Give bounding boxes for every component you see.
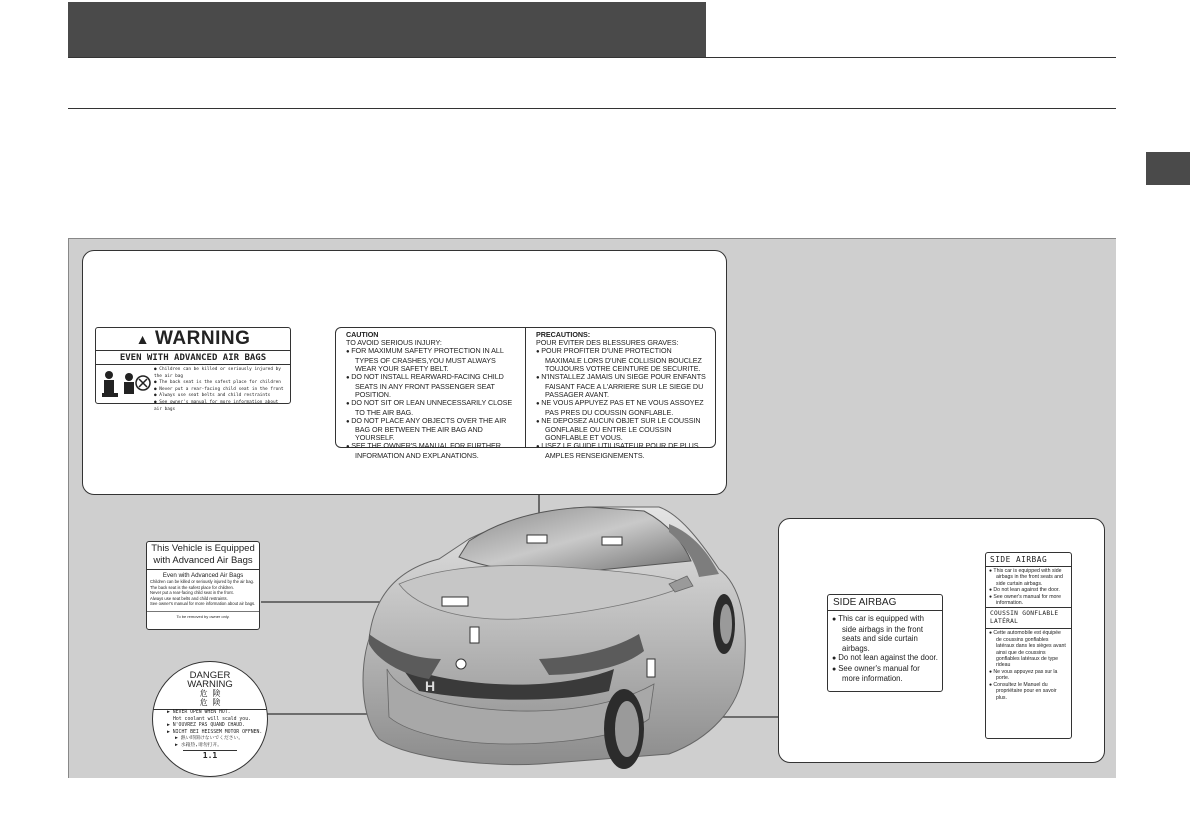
danger-line: ▶ N'OUVREZ PAS QUAND CHAUD. [167, 723, 245, 728]
marker-sunvisor-left [527, 535, 547, 543]
side-airbag-en-item: ● This car is equipped with side airbags in the front seats and side curtain airbags. [989, 568, 1068, 587]
label-locations-illustration [68, 238, 1116, 778]
side-airbag-item: ● See owner's manual for more information. [832, 664, 938, 684]
advanced-airbags-line: The back seat is the safest place for children. [150, 584, 235, 590]
danger-line: Hot coolant will scald you. [173, 716, 251, 722]
danger-text: DANGER [189, 670, 231, 681]
warning-bullet: ● Never put a rear-facing child seat in the front [154, 387, 287, 394]
warning-triangle-icon: ▲ [135, 331, 151, 347]
side-airbag-bilingual-title: SIDE AIRBAG [986, 553, 1071, 567]
caution-item: ● DO NOT SIT OR LEAN UNNECESSARILY CLOSE TO THE AIR BAG. [346, 399, 517, 417]
advanced-airbags-line: Never put a rear-facing child seat in the front. [150, 590, 234, 596]
caution-subheading: TO AVOID SERIOUS INJURY: [346, 337, 442, 347]
side-airbag-label [827, 594, 943, 692]
precautions-item: ● LISEZ LE GUIDE UTILISATEUR POUR DE PLUS AMPLES RENSEIGNEMENTS. [536, 442, 707, 460]
danger-code: 1.1 [183, 750, 237, 760]
side-airbag-item: ● This car is equipped with side airbags in the front seats and side curtain airbags. [832, 614, 938, 653]
caution-french [525, 328, 715, 461]
warning-bullet: ● Children can be killed or seriously injured by the air bag [154, 367, 287, 380]
header-rule [68, 57, 1116, 58]
side-airbag-en-item: ● See owner's manual for more information. [989, 594, 1068, 607]
marker-radiator-cap [456, 659, 466, 669]
caution-english [336, 328, 525, 461]
warning-bullets [151, 367, 287, 413]
child-seat-airbag-pictogram-icon [99, 367, 151, 403]
side-airbag-bilingual-label [985, 552, 1072, 739]
side-airbag-fr-item: ● Ne vous appuyez pas sur la porte. [989, 669, 1068, 682]
caution-label [335, 327, 716, 461]
warning-bullet: ● The back seat is the safest place for children [154, 380, 287, 387]
side-airbag-fr-title: COUSSIN GONFLABLE LATÉRAL [986, 607, 1071, 628]
side-airbag-en-item: ● Do not lean against the door. [989, 587, 1068, 593]
danger-line: ▶ 水箱热,请勿打开。 [175, 742, 223, 748]
warning-label [95, 327, 291, 412]
advanced-airbags-footnote: To be removed by owner only. [147, 611, 259, 619]
advanced-airbags-subtitle: Even with Advanced Air Bags [162, 572, 244, 579]
chapter-tab [1146, 152, 1190, 185]
header-bar [68, 2, 706, 57]
marker-radiator-cap-label [470, 627, 479, 643]
danger-line: ▶ NEVER OPEN WHEN HOT. [167, 710, 231, 715]
radiator-cap-danger-label [152, 661, 268, 777]
section-rule [68, 108, 1116, 109]
caution-heading: CAUTION [346, 330, 379, 339]
marker-door-pillar-label [647, 659, 655, 677]
marker-hood-label [442, 597, 468, 606]
advanced-airbags-line: See owner's manual for more information about air bags. [150, 601, 256, 607]
warning-bullet: ● See owner's manual for more information about air bags [154, 400, 287, 413]
precautions-item: ● N'INSTALLEZ JAMAIS UN SIEGE POUR ENFANTS FAISANT FACE A L'ARRIERE SUR LE SIEGE DU PASSAGER AVANT. [536, 373, 707, 399]
side-airbag-fr-item: ● Cette automobile est équipée de coussins gonflables latéraux dans les sièges avant ainsi que de coussins gonflables latéraux de type rideau [989, 630, 1068, 668]
danger-kanji: 危 険 [199, 689, 221, 698]
side-airbag-fr-item: ● Consultez le Manuel du propriétaire pour en savoir plus. [989, 682, 1068, 701]
caution-item: ● SEE THE OWNER'S MANUAL FOR FURTHER INFORMATION AND EXPLANATIONS. [346, 442, 517, 460]
warning-title: ▲ WARNING [96, 328, 290, 351]
caution-item: ● DO NOT INSTALL REARWARD-FACING CHILD SEATS IN ANY FRONT PASSENGER SEAT POSITION. [346, 373, 517, 399]
side-airbag-labels-panel [778, 518, 1105, 763]
side-airbag-item: ● Do not lean against the door. [832, 653, 938, 664]
advanced-airbags-line: Children can be killed or seriously injured by the air bag. [150, 579, 255, 585]
advanced-airbags-line: Always use seat belts and child restraints. [150, 595, 228, 601]
precautions-item: ● NE DEPOSEZ AUCUN OBJET SUR LE COUSSIN GONFLABLE OU ENTRE LE COUSSIN GONFLABLE ET VOUS. [536, 417, 707, 443]
warning-text: WARNING [187, 679, 233, 690]
caution-item: ● FOR MAXIMUM SAFETY PROTECTION IN ALL TYPES OF CRASHES,YOU MUST ALWAYS WEAR YOUR SAFETY BELT. [346, 347, 517, 373]
warning-subtitle: EVEN WITH ADVANCED AIR BAGS [96, 351, 290, 365]
side-airbag-title: SIDE AIRBAG [828, 595, 942, 611]
danger-kanji-2: 危 険 [199, 698, 221, 707]
precautions-subheading: POUR EVITER DES BLESSURES GRAVES: [536, 337, 679, 347]
warning-bullet: ● Always use seat belts and child restraints [154, 393, 287, 400]
advanced-airbags-title: This Vehicle is Equipped with Advanced Air Bags [147, 542, 259, 570]
marker-sunvisor-right [602, 537, 622, 545]
svg-text:H: H [425, 678, 436, 694]
advanced-airbags-label [146, 541, 260, 630]
precautions-heading: PRECAUTIONS: [536, 330, 591, 339]
caution-item: ● DO NOT PLACE ANY OBJECTS OVER THE AIR BAG OR BETWEEN THE AIR BAG AND YOURSELF. [346, 417, 517, 443]
precautions-item: ● NE VOUS APPUYEZ PAS ET NE VOUS ASSOYEZ PAS PRES DU COUSSIN GONFLABLE. [536, 399, 707, 417]
danger-line: ▶ NICHT BEI HEISSEM MOTOR OFFNEN. [167, 729, 263, 735]
precautions-item: ● POUR PROFITER D'UNE PROTECTION MAXIMALE LORS D'UNE COLLISION BOUCLEZ TOUJOURS VOTRE CEINTURE DE SECURITE. [536, 347, 707, 373]
danger-line: ▶ 熱い時開けないでください。 [175, 736, 244, 741]
